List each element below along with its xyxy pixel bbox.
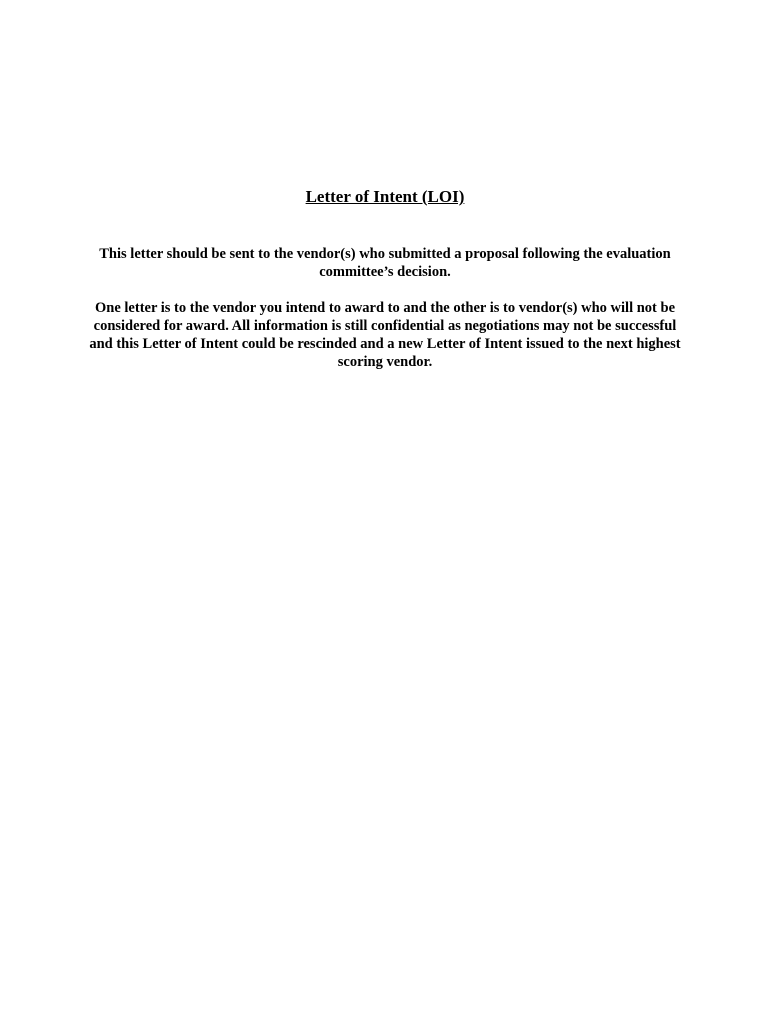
intro-paragraph: This letter should be sent to the vendor(s) who submitted a proposal following the evaluation committee’s decision. [99,246,671,280]
instructions-paragraph: One letter is to the vendor you intend to award to and the other is to vendor(s) who will not be considered for award. All information is still confidential as negotiations may not be successful and this Letter of Intent could be rescinded and a new Letter of Intent issued to the next highest scoring vendor. [89,300,681,370]
document-title: Letter of Intent (LOI) [305,187,465,206]
